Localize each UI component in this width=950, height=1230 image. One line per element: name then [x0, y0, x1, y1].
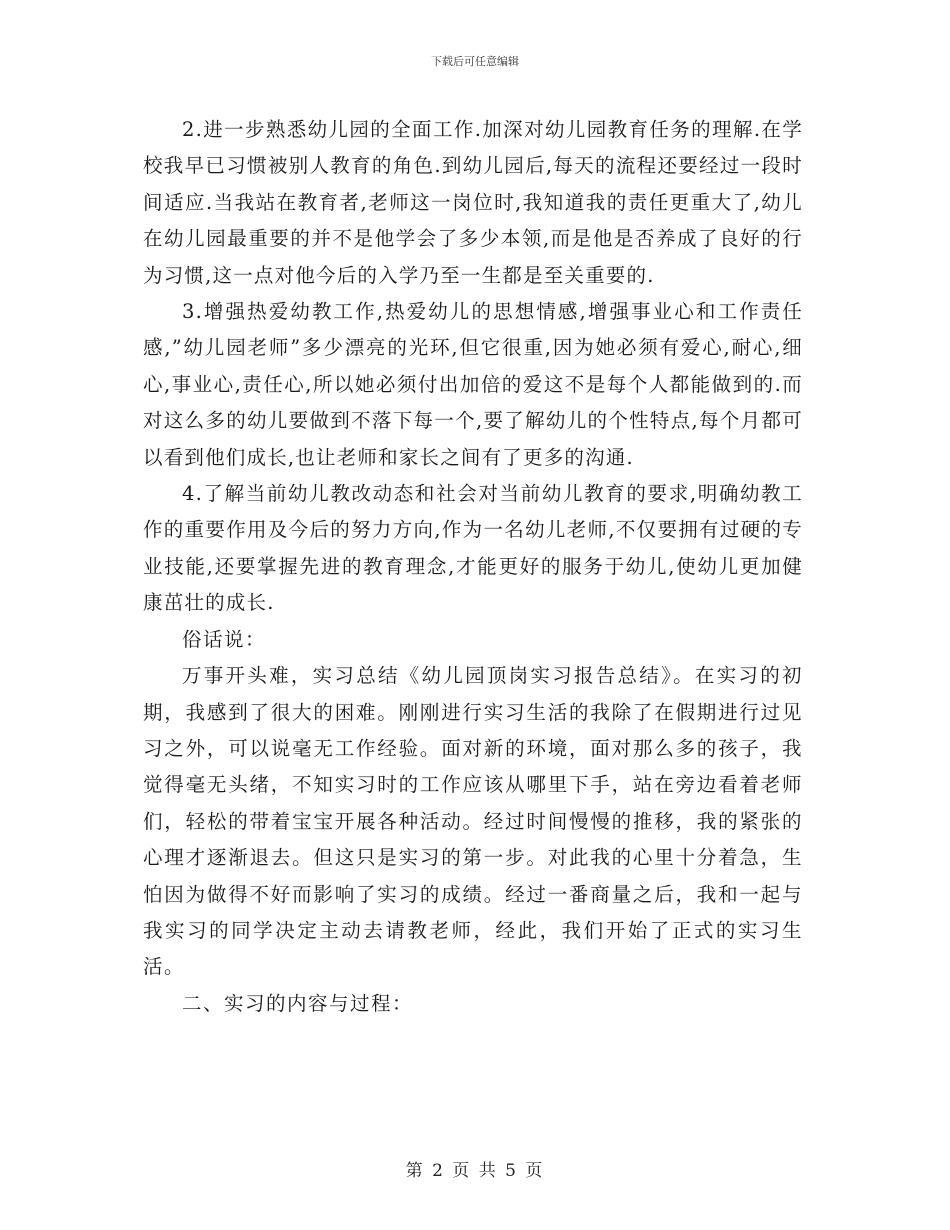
page-number: 第 2 页 共 5 页 — [405, 1161, 545, 1181]
paragraph-saying: 俗话说： — [182, 627, 267, 651]
paragraph-item-2: 2.进一步熟悉幼儿园的全面工作.加深对幼儿园教育任务的理解.在学校我早已习惯被别人教育的角色.到幼儿园后,每天的流程还要经过一段时间适应.当我站在教育者,老师这一岗位时,我知道我的责任更重大了,幼儿在幼儿园最重要的并不是他学会了多少本领,而是他是否养成了良好的行为习惯,这一点对他今后的入学乃至一生都是至关重要的. — [143, 118, 803, 287]
section-heading-content-process: 二、实习的内容与过程： — [182, 991, 414, 1015]
paragraph-item-4: 4.了解当前幼儿教改动态和社会对当前幼儿教育的要求,明确幼教工作的重要作用及今后的努力方向,作为一名幼儿老师,不仅要拥有过硬的专业技能,还要掌握先进的教育理念,才能更好的服务于幼儿,使幼儿更加健康茁壮的成长. — [143, 482, 803, 615]
document-body — [143, 112, 803, 1022]
paragraph-beginning: 万事开头难，实习总结《幼儿园顶岗实习报告总结》。在实习的初期，我感到了很大的困难。刚刚进行实习生活的我除了在假期进行过见习之外，可以说毫无工作经验。面对新的环境，面对那么多的孩子，我觉得毫无头绪，不知实习时的工作应该从哪里下手，站在旁边看着老师们，轻松的带着宝宝开展各种活动。经过时间慢慢的推移，我的紧张的心理才逐渐退去。但这只是实习的第一步。对此我的心里十分着急，生怕因为做得不好而影响了实习的成绩。经过一番商量之后，我和一起与我实习的同学决定主动去请教老师，经此，我们开始了正式的实习生活。 — [143, 664, 803, 979]
paragraph-item-3: 3.增强热爱幼教工作,热爱幼儿的思想情感,增强事业心和工作责任感,”幼儿园老师”多少漂亮的光环,但它很重,因为她必须有爱心,耐心,细心,事业心,责任心,所以她必须付出加倍的爱这不是每个人都能做到的.而对这么多的幼儿要做到不落下每一个,要了解幼儿的个性特点,每个月都可以看到他们成长,也让老师和家长之间有了更多的沟通. — [143, 300, 803, 469]
page-header: 下载后可任意编辑 — [431, 55, 519, 68]
